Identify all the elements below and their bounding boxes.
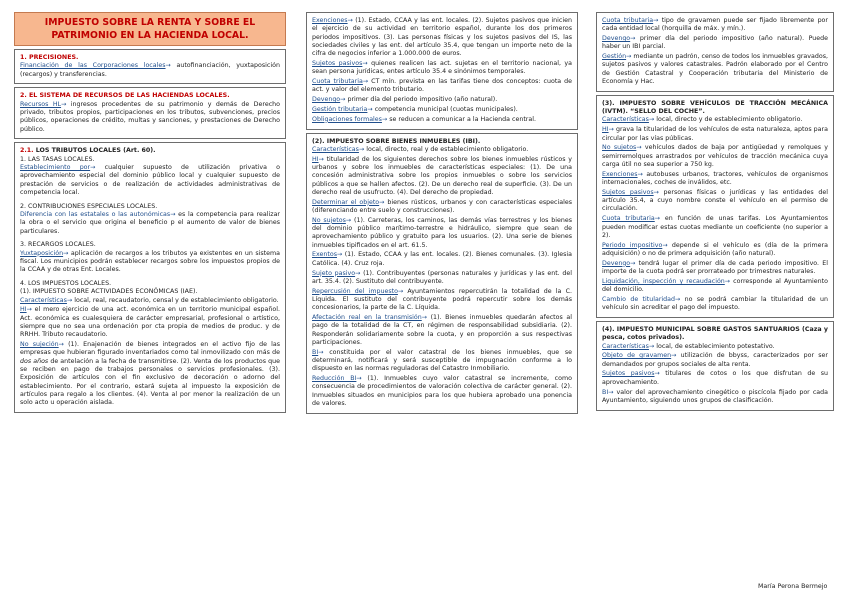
text-paragraph: [312, 146, 572, 154]
text-span: quienes realicen las act. sujetas en el territorio nacional, ya sean persona jurídicas, entes artículo 35.4 e sinónimos temporales.: [312, 59, 572, 76]
text-paragraph: [602, 260, 828, 277]
key-term: HI: [602, 126, 609, 134]
arrow-icon: →: [347, 17, 353, 24]
text-span: BI: [602, 388, 609, 396]
text-span: Ayuntamientos repercutirán la totalidad de la C. Líquida. El sustituto del contribuyente podrá repercutir sobre los demás concesionarios, la parte de la C. Líquida.: [312, 287, 572, 312]
key-term: Periodo impositivo: [602, 241, 663, 249]
arrow-icon: →: [61, 100, 67, 108]
text-span: local, de establecimiento potestativo.: [654, 342, 775, 350]
key-term: Características: [602, 116, 649, 124]
key-term: Determinar el objeto: [312, 198, 380, 206]
text-span: valor del aprovechamiento cinegético o piscícola fijado por cada Ayuntamiento, siguiendo unos grupos de clasificación.: [602, 388, 828, 404]
text-span: (1). Contribuyentes (personas naturales y jurídicas y las ent. del art. 35.4. (2). Sustituto del contribuyente.: [312, 269, 572, 285]
text-paragraph: [602, 171, 828, 188]
key-term: Afectación real en la transmisión: [312, 314, 422, 321]
title-box: [14, 12, 286, 46]
arrow-icon: →: [63, 249, 69, 257]
arrow-icon: →: [421, 314, 428, 321]
text-span: primer día del periodo impositivo (año natural).: [345, 96, 498, 104]
arrow-icon: →: [648, 342, 655, 350]
text-paragraph: [602, 35, 828, 52]
arrow-icon: →: [636, 144, 642, 152]
arrow-icon: →: [362, 59, 368, 67]
section-heading: 2. EL SISTEMA DE RECURSOS DE LAS HACIENDAS LOCALES.: [20, 92, 230, 100]
text-paragraph: [602, 352, 828, 369]
text-paragraph: [312, 60, 572, 77]
key-term: Exenciones: [602, 170, 638, 178]
key-term: Financiación de las Corporaciones locales: [20, 62, 166, 70]
text-paragraph: [602, 242, 828, 259]
text-paragraph: [602, 370, 828, 387]
text-paragraph: [20, 306, 280, 339]
section-ivtm: [596, 95, 834, 318]
column-2: [306, 12, 578, 417]
text-span: autobuses urbanos, tractores, vehículos de organismos internacionales, coches de inválidos, etc.: [602, 170, 828, 187]
text-paragraph: [312, 270, 572, 287]
text-span: (1). Estado, CCAA y las ent. locales. (2). Bienes comunales. (3). Iglesia Católica. (4). Cruz roja.: [312, 251, 572, 267]
subsection-heading: (2). IMPUESTO SOBRE BIENES INMUEBLES (IBI).: [312, 137, 481, 145]
arrow-icon: →: [654, 215, 661, 223]
text-span: corresponde al Ayuntamiento del domicilio.: [602, 277, 828, 294]
arrow-icon: →: [345, 216, 352, 224]
arrow-icon: →: [66, 296, 73, 304]
key-term: Devengo: [602, 35, 631, 43]
arrow-icon: →: [318, 155, 324, 163]
arrow-icon: →: [397, 287, 404, 295]
key-term: HI: [312, 155, 319, 163]
text-paragraph: [312, 251, 572, 268]
text-span: vehículos dados de baja por antigüedad y remolques y semirremolques arrastrados por vehículos de tracción mecánica cuya carga útil no sea superior a 750 kg.: [602, 144, 829, 168]
section-ibi-continued: [596, 12, 834, 92]
text-paragraph: [20, 250, 280, 275]
key-term: Exentos: [312, 251, 337, 259]
subsection-heading: (4). IMPUESTO MUNICIPAL SOBRE GASTOS SANTUARIOS (Caza y pesca, cotos privados).: [602, 326, 828, 342]
key-term: Características: [312, 145, 359, 153]
text-span: local, directo, real y de establecimiento obligatorio.: [364, 145, 529, 153]
arrow-icon: →: [654, 370, 660, 378]
text-paragraph: [312, 314, 572, 347]
column-1: [14, 12, 286, 416]
text-span: constituida por el valor catastral de los bienes inmuebles, que se determinará, notificará y será susceptible de impugnación conforme a lo dispuesto en las normas reguladoras del Catastro Inmobiliario.: [312, 348, 572, 373]
arrow-icon: →: [356, 375, 362, 383]
key-term: No sujetos: [312, 216, 346, 224]
arrow-icon: →: [58, 341, 64, 349]
text-paragraph: [20, 164, 280, 197]
text-paragraph: [312, 349, 572, 374]
key-term: Características: [602, 342, 649, 350]
text-paragraph: [20, 62, 280, 79]
arrow-icon: →: [367, 105, 373, 113]
text-span: ingresos procedentes de su patrimonio y demás de Derecho privado, tributos propios, participaciones en los tributos, subvenciones, precios públicos, operaciones de crédito, multas y sanciones, y prestaciones de Derecho público.: [20, 100, 280, 133]
text-paragraph: [20, 341, 280, 407]
arrow-icon: →: [630, 259, 636, 267]
arrow-icon: →: [318, 348, 324, 356]
section-heading: 1. PRECISIONES.: [20, 54, 79, 61]
text-paragraph: [602, 126, 828, 143]
arrow-icon: →: [608, 388, 614, 396]
text-span: titularidad de los siguientes derechos sobre los bienes inmuebles rústicos y urbanos y sobre los inmuebles de características especiales: (1). De una concesión administrativa sobre los propios inmuebles o sobre los servicios públicos a que se hallen afectos. (2). De un derecho real de superficie. (3). De un derecho real de usufructo. (4). Del derecho de propiedad.: [312, 155, 572, 196]
key-term: Devengo: [602, 259, 631, 267]
text-paragraph: [20, 101, 280, 134]
key-term: Objeto de gravamen: [602, 352, 672, 360]
key-term: No sujetos: [602, 144, 637, 152]
text-paragraph: [312, 78, 572, 95]
text-span: no se podrá cambiar la titularidad de un vehículo sin acreditar el pago del impuesto.: [602, 295, 828, 312]
text-paragraph: [602, 189, 828, 214]
arrow-icon: →: [671, 352, 677, 360]
key-term: Repercusión del impuesto: [312, 287, 398, 295]
text-paragraph: [602, 389, 828, 406]
text-paragraph: [312, 17, 572, 58]
arrow-icon: →: [340, 96, 346, 104]
text-paragraph: [312, 96, 572, 104]
arrow-icon: →: [90, 163, 96, 171]
key-term: Cuota tributaria: [602, 215, 655, 223]
key-term: Sujetos pasivos: [602, 188, 654, 196]
subsection-heading: 3. RECARGOS LOCALES.: [20, 241, 96, 249]
text-span: cualquier supuesto de utilización privativa o aprovechamiento especial del dominio público local y cualquier supuesto de prestación de servicios o de realización de actividades administrativas de competencia local.: [20, 163, 280, 196]
key-term: HI: [20, 306, 27, 314]
text-span: (1). Carreteras, los caminos, las demás vías terrestres y los bienes del dominio público marítimo-terrestre e hidráulico, siempre que sean de aprovechamiento público y gratuito para los usuarios. (2). Una serie de bienes inmuebles tipificados en el art. 61.5.: [312, 216, 573, 249]
arrow-icon: →: [362, 78, 369, 86]
text-paragraph: [312, 375, 572, 408]
arrow-icon: →: [379, 198, 385, 206]
text-span: tipo de gravamen puede ser fijado libremente por cada entidad local (horquilla de máx. y mín.).: [602, 17, 829, 33]
key-term: Cuota tributaria: [312, 78, 363, 86]
key-term: Gestión: [602, 53, 627, 61]
section-iae-continued: [306, 12, 578, 130]
text-span: grava la titularidad de los vehículos de esta naturaleza, aptos para circular por las vías públicas.: [602, 126, 828, 142]
key-term: Sujetos pasivos: [312, 59, 363, 67]
text-span: competencia municipal (cuotas municipales).: [372, 105, 518, 113]
text-span: local, directo y de establecimiento obligatorio.: [654, 116, 803, 124]
key-term: Reducción BI: [312, 375, 357, 383]
column-3: [596, 12, 834, 414]
text-span: primer día del periodo impositivo (año natural). Puede haber un IBI parcial.: [602, 35, 828, 51]
key-term: Cuota tributaria: [602, 17, 654, 24]
text-span: personas físicas o jurídicas y las entidades del artículo 35.4, a cuyo nombre conste el vehículo en el permiso de circulación.: [602, 188, 828, 213]
key-term: BI: [312, 348, 319, 356]
key-term: Características: [20, 296, 67, 304]
text-span: (1). Bienes inmuebles quedarán afectos al pago de la totalidad de la CT, en régimen de responsabilidad subsidiaria. (2). Responderán solidariamente sobre la cuota, y en proporción a sus respectivas participaciones.: [312, 314, 572, 346]
text-span: es la competencia para realizar la obra o el servicio que origina el beneficio p el aumento de valor de bienes particulares.: [20, 210, 281, 235]
text-paragraph: [602, 17, 828, 34]
text-span: [20, 147, 280, 155]
text-paragraph: [312, 156, 572, 197]
text-paragraph: [312, 217, 572, 250]
text-paragraph: [602, 278, 828, 295]
arrow-icon: →: [653, 188, 659, 196]
text-span: (1). Inmuebles cuyo valor catastral se incremente, como consecuencia de procedimientos de valoración colectiva de carácter general. (2). Inmuebles situados en municipios para los que hubiera aprobado una ponencia de valores.: [312, 375, 572, 407]
author-name: María Perona Bermejo: [758, 583, 828, 590]
text-paragraph: [602, 53, 828, 86]
arrow-icon: →: [653, 17, 659, 24]
arrow-icon: →: [662, 241, 668, 249]
arrow-icon: →: [336, 251, 343, 259]
text-paragraph: [312, 288, 572, 313]
text-span: utilización de bbyss, caracterizados por ser demandados por grupos sociales de alta renta.: [602, 352, 828, 368]
arrow-icon: →: [170, 210, 176, 218]
arrow-icon: →: [648, 116, 655, 124]
key-term: Sujeto pasivo: [312, 269, 356, 277]
text-span: el mero ejercicio de una act. económica en un territorio municipal español. Act. económica es cualesquiera de carácter empresarial, profesional o artístico, siempre que no sea una ordenación por cta propia de medios de produc. y de RRHH. Tributo recaudatorio.: [20, 306, 280, 339]
text-span: Diferencia con las estatales o las autonómicas: [20, 210, 171, 218]
arrow-icon: →: [355, 269, 361, 277]
text-span: titulares de cotos o los que disfrutan de su aprovechamiento.: [602, 370, 828, 386]
text-span: dos años: [20, 357, 49, 365]
text-paragraph: [20, 297, 280, 305]
text-paragraph: [602, 116, 828, 124]
subsection-heading: 2. CONTRIBUCIONES ESPECIALES LOCALES.: [20, 202, 158, 210]
arrow-icon: →: [165, 62, 171, 70]
text-span: bienes rústicos, urbanos y con características especiales (diferenciando entre suelo y construcciones).: [312, 198, 572, 214]
text-paragraph: [602, 144, 828, 169]
key-term: Establecimiento por: [20, 163, 91, 171]
arrow-icon: →: [26, 306, 32, 314]
section-gastos-suntuarios: [596, 321, 834, 411]
text-span: tendrá lugar el primer día de cada periodo impositivo. El importe de la cuota podrá ser prorrateado por trimestres naturales.: [602, 259, 828, 276]
text-span: se reducen a comunicar a la Hacienda central.: [387, 115, 536, 123]
text-span: en función de unas tarifas. Los Ayuntamientos pueden modificar estas cuotas mediante un coeficiente (no superior a 2).: [602, 215, 828, 239]
key-term: Recursos HL: [20, 100, 62, 108]
text-span: aplicación de recargos a los tributos ya existentes en un sistema fiscal. Los municipios podrán establecer recargos sobre los impuestos propios de la CCAA y de otras Ent. Locales.: [20, 249, 280, 274]
text-span: autofinanciación, yuxtaposición (recargos) y transferencias.: [20, 62, 280, 78]
key-term: No sujeción: [20, 341, 59, 349]
key-term: Obligaciones formales: [312, 115, 382, 123]
text-span: (1). Enajenación de bienes integrados en el activo fijo de las empresas que hubieran figurado inventariados como tal inmovilizado con más de: [20, 341, 280, 357]
key-term: Gestión tributaria: [312, 105, 368, 113]
key-term: Exenciones: [312, 17, 348, 24]
arrow-icon: →: [608, 126, 614, 134]
key-term: Liquidación, inspección y recaudación: [602, 277, 725, 285]
text-paragraph: [602, 296, 828, 313]
arrow-icon: →: [637, 170, 643, 178]
section-ibi: [306, 133, 578, 414]
key-term: Devengo: [312, 96, 341, 104]
text-span: de antelación a la fecha de transmitirse. (2). Venta de los productos que se reciben en pago de trabajos personales o servicios profesionales. (3). Exposición de artículos con el fin exclusivo de decoración o adorno del establecimiento. Por el contrario, estará sujeta al impuesto la exposición de artículos para regalo a los clientes. (4). Venta al por menor la realización de un solo acto u operación aislada.: [20, 357, 280, 407]
section-precisiones: [14, 49, 286, 84]
text-span: LOS TRIBUTOS LOCALES (Art. 60).: [33, 147, 156, 155]
text-span: 1. LAS TASAS LOCALES.: [20, 155, 95, 163]
text-span: Cambio de titularidad: [602, 295, 676, 303]
text-span: (1). Estado, CCAA y las ent. locales. (2). Sujetos pasivos que inicien el ejercicio de su actividad en territorio español, durante los dos primeros periodos impositivos. (3). Las personas físicas y los sujetos pasivos del IS, las sociedades civiles y las ent. del artículo 35.4, que tengan un importe neto de la cifra de negocios inferior a 1.000.000 de euros.: [312, 17, 572, 58]
subsection-heading: (3). IMPUESTO SOBRE VEHÍCULOS DE TRACCIÓN MECÁNICA (IVTM). “SELLO DEL COCHE”.: [602, 99, 828, 116]
key-term: Sujetos pasivos: [602, 370, 655, 378]
text-paragraph: [312, 199, 572, 216]
text-paragraph: [312, 116, 572, 124]
text-paragraph: [602, 343, 828, 351]
arrow-icon: →: [358, 145, 365, 153]
arrow-icon: →: [675, 295, 681, 303]
text-span: depende si el vehículo es (día de la primera adquisición) o no de primera adquisición (año natural).: [602, 241, 828, 257]
arrow-icon: →: [381, 115, 388, 123]
text-span: (1). IMPUESTO SOBRE ACTIVIDADES ECONÓMICAS (IAE).: [20, 288, 198, 296]
text-span: local, real, recaudatorio, censal y de establecimiento obligatorio.: [72, 296, 279, 304]
text-span: mediante un padrón, censo de todos los inmuebles gravados, sujetos pasivos y valores catastrales. Padrón elaborado por el Centro de Gestión Catastral y Cooperación tributaria del Ministerio de Economía y Hac.: [602, 53, 828, 86]
key-term: Yuxtaposición: [20, 249, 64, 257]
text-paragraph: [20, 211, 280, 236]
subsection-heading: 4. LOS IMPUESTOS LOCALES.: [20, 280, 112, 288]
arrow-icon: →: [724, 277, 731, 285]
section-sistema-recursos: [14, 87, 286, 139]
arrow-icon: →: [630, 35, 636, 43]
text-span: 2.1.: [20, 147, 34, 155]
text-paragraph: [602, 215, 828, 240]
text-paragraph: [312, 106, 572, 114]
text-span: CT mín. prevista en las tarifas tiene dos conceptos: cuota de act. y valor del elemento tributario.: [312, 78, 572, 94]
document-title: IMPUESTO SOBRE LA RENTA Y SOBRE EL PATRIMONIO EN LA HACIENDA LOCAL.: [44, 17, 256, 41]
section-tributos-locales: [14, 142, 286, 413]
arrow-icon: →: [626, 53, 632, 61]
